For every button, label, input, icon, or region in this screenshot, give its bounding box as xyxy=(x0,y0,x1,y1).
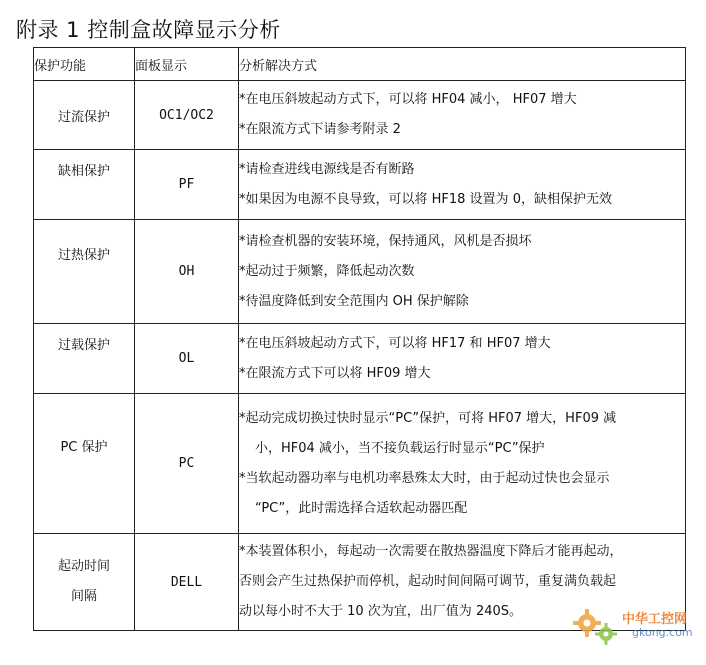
solution-line: “PC”，此时需选择合适软起动器匹配 xyxy=(255,500,468,516)
watermark-url: gkong.com xyxy=(632,626,693,639)
protection-name: 起动时间 xyxy=(57,559,110,574)
solution-line: *请检查进线电源线是否有断路 xyxy=(239,161,415,177)
protection-name-cell xyxy=(34,324,135,394)
protection-name-cell xyxy=(34,220,135,324)
solution-line: *如果因为电源不良导致，可以将 HF18 设置为 0，缺相保护无效 xyxy=(239,191,612,207)
protection-name-cell xyxy=(34,81,135,150)
table-row xyxy=(34,324,686,394)
protection-name: PC 保护 xyxy=(60,440,108,455)
watermark-logo xyxy=(572,604,700,652)
protection-name-cell xyxy=(34,534,135,631)
panel-code: DELL xyxy=(135,534,239,631)
protection-name: 过热保护 xyxy=(57,248,110,263)
protection-name: 过载保护 xyxy=(57,338,110,353)
solution-line: *请检查机器的安装环境，保持通风，风机是否损坏 xyxy=(239,233,532,249)
solution-line: *在限流方式下可以将 HF09 增大 xyxy=(239,365,431,381)
table-row xyxy=(34,150,686,220)
solution-line: *在限流方式下请参考附录 2 xyxy=(239,122,401,137)
header-panel-display: 面板显示 xyxy=(135,48,239,81)
solution-line: 小，HF04 减小，当不接负载运行时显示“PC”保护 xyxy=(255,440,545,456)
panel-code: PF xyxy=(135,150,239,220)
protection-name: 过流保护 xyxy=(57,109,110,125)
solution-cell xyxy=(239,324,686,394)
solution-line: *当软起动器功率与电机功率悬殊太大时，由于起动过快也会显示 xyxy=(239,470,610,486)
solution-line: *起动过于频繁，降低起动次数 xyxy=(239,263,415,279)
solution-cell xyxy=(239,220,686,324)
panel-code: OC1/OC2 xyxy=(135,81,239,150)
protection-name: 缺相保护 xyxy=(57,164,110,179)
page-title: 附录 1 控制盒故障显示分析 xyxy=(16,18,281,42)
table-row xyxy=(34,394,686,534)
table-row xyxy=(34,220,686,324)
header-solution: 分析解决方式 xyxy=(239,48,686,81)
protection-name: 间隔 xyxy=(70,589,97,604)
protection-name-cell xyxy=(34,150,135,220)
solution-line: *在电压斜坡起动方式下，可以将 HF04 减小， HF07 增大 xyxy=(239,92,577,107)
panel-code: PC xyxy=(135,394,239,534)
solution-line: *起动完成切换过快时显示“PC”保护，可将 HF07 增大，HF09 减 xyxy=(239,410,617,426)
gear-icon xyxy=(594,622,618,646)
solution-cell xyxy=(239,394,686,534)
table-header-row xyxy=(34,48,686,81)
header-protection: 保护功能 xyxy=(34,48,135,81)
solution-cell xyxy=(239,81,686,150)
solution-line: *在电压斜坡起动方式下，可以将 HF17 和 HF07 增大 xyxy=(239,335,551,351)
protection-name-cell xyxy=(34,394,135,534)
solution-line: 动以每小时不大于 10 次为宜，出厂值为 240S。 xyxy=(239,604,523,619)
table-row xyxy=(34,81,686,150)
solution-line: *待温度降低到安全范围内 OH 保护解除 xyxy=(239,293,469,309)
panel-code: OH xyxy=(135,220,239,324)
fault-table xyxy=(33,47,686,631)
solution-line: 否则会产生过热保护而停机，起动时间间隔可调节，重复满负载起 xyxy=(239,574,617,589)
solution-line: *本装置体积小，每起动一次需要在散热器温度下降后才能再起动， xyxy=(239,544,623,559)
solution-cell xyxy=(239,150,686,220)
panel-code: OL xyxy=(135,324,239,394)
watermark-text: 中华工控网 xyxy=(622,612,688,627)
